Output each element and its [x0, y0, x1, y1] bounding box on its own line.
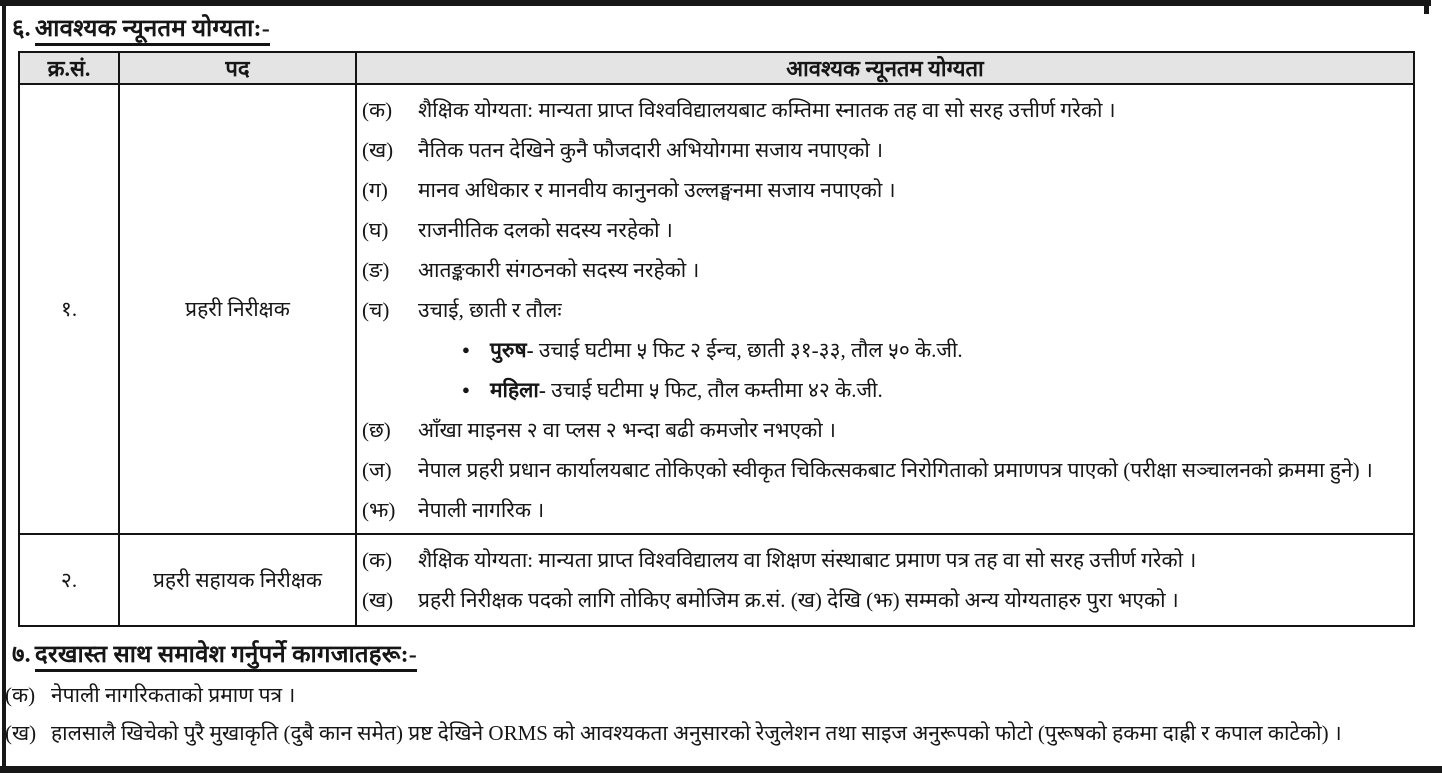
list-item: [362, 580, 1405, 620]
bottom-rule: [0, 766, 1442, 773]
section-6-title: आवश्यक न्यूनतम योग्यता:-: [35, 16, 270, 46]
row1-qualification-cell: [356, 84, 1414, 534]
section-7-number: ७.: [12, 642, 31, 668]
item-label: (क): [362, 98, 393, 122]
item-label: (ख): [5, 721, 37, 745]
header-qualification: आवश्यक न्यूनतम योग्यता: [356, 52, 1414, 84]
list-item: [362, 170, 1405, 210]
bullet-bold-label: पुरुष-: [490, 338, 534, 362]
bullet-text: [490, 370, 883, 410]
bullet-item-male: [362, 330, 1405, 370]
item-text: हालसालै खिचेको पुरै मुखाकृति (दुबै कान समेत) प्रष्ट देखिने ORMS को आवश्यकता अनुसारको रेजुलेशन तथा साइज अनुरूपको फोटो (पुरूषको हकमा दाह्री र कपाल काटेको) ।: [51, 721, 1342, 745]
item-text: नैतिक पतन देखिने कुनै फौजदारी अभियोगमा सजाय नपाएको ।: [418, 138, 884, 162]
bullet-detail: उचाई घटीमा ५ फिट २ ईन्च, छाती ३१-३३, तौल ५० के.जी.: [533, 338, 963, 362]
list-item: [362, 490, 1405, 530]
list-item: [362, 410, 1405, 450]
list-item: [362, 290, 1405, 330]
item-text: नेपाली नागरिकताको प्रमाण पत्र ।: [51, 683, 296, 707]
bullet-text: [490, 330, 963, 370]
item-text: प्रहरी निरीक्षक पदको लागि तोकिए बमोजिम क्र.सं. (ख) देखि (झ) सम्मको अन्य योग्यताहरु पुरा भएको ।: [418, 588, 1179, 612]
item-text: उचाई, छाती र तौलः: [418, 298, 562, 322]
top-rule: [0, 0, 1431, 6]
item-text: नेपाली नागरिक ।: [418, 498, 545, 522]
item-label: (झ): [362, 498, 396, 522]
qualification-table: [18, 51, 1415, 627]
row1-post-name: प्रहरी निरीक्षक: [119, 84, 356, 534]
document-content: [0, 8, 1442, 753]
header-post: पद: [119, 52, 356, 84]
list-item: [362, 540, 1405, 580]
item-label: (क): [5, 683, 36, 707]
section-6-heading: [12, 11, 1442, 44]
bullet-detail: उचाई घटीमा ५ फिट, तौल कम्तीमा ४२ के.जी.: [545, 378, 883, 402]
row2-serial-number: २.: [19, 534, 119, 626]
item-text: राजनीतिक दलको सदस्य नरहेको ।: [418, 218, 673, 242]
document-list-item: [5, 715, 1442, 751]
item-label: (ङ): [362, 258, 390, 282]
list-item: [362, 450, 1405, 490]
item-label: (च): [362, 298, 390, 322]
bullet-bold-label: महिला-: [490, 378, 546, 402]
list-item: [362, 210, 1405, 250]
row2-qualification-cell: [356, 534, 1414, 626]
list-item: [362, 130, 1405, 170]
item-label: (छ): [362, 418, 391, 442]
item-label: (ज): [362, 458, 392, 482]
section-7: [0, 637, 1442, 751]
item-text: शैक्षिक योग्यता: मान्यता प्राप्त विश्वविद्यालयबाट कम्तिमा स्नातक तह वा सो सरह उत्तीर्ण गरेको ।: [418, 98, 1116, 122]
list-item: [362, 90, 1405, 130]
table-row-assistant-inspector: [19, 534, 1414, 626]
item-text: आतङ्ककारी संगठनको सदस्य नरहेको ।: [418, 258, 700, 282]
document-list-item: [5, 677, 1442, 713]
item-text: मानव अधिकार र मानवीय कानुनको उल्लङ्घनमा सजाय नपाएको ।: [418, 178, 896, 202]
section-7-heading: [12, 637, 1442, 670]
header-serial-number: क्र.सं.: [19, 52, 119, 84]
item-label: (घ): [362, 218, 389, 242]
item-label: (क): [362, 548, 393, 572]
section-7-title: दरखास्त साथ समावेश गर्नुपर्ने कागजातहरू:-: [35, 642, 417, 672]
table-header-row: [19, 52, 1414, 84]
section-6-number: ६.: [12, 16, 31, 42]
item-label: (ख): [362, 138, 394, 162]
item-label: (ख): [362, 588, 394, 612]
item-text: आँखा माइनस २ वा प्लस २ भन्दा बढी कमजोर नभएको ।: [418, 418, 836, 442]
row2-post-name: प्रहरी सहायक निरीक्षक: [119, 534, 356, 626]
bullet-item-female: [362, 370, 1405, 410]
list-item: [362, 250, 1405, 290]
table-row-inspector: [19, 84, 1414, 534]
item-label: (ग): [362, 178, 388, 202]
item-text: नेपाल प्रहरी प्रधान कार्यालयबाट तोकिएको स्वीकृत चिकित्सकबाट निरोगिताको प्रमाणपत्र पाएको (परीक्षा सञ्चालनको क्रममा हुने) ।: [418, 458, 1373, 482]
item-text: शैक्षिक योग्यता: मान्यता प्राप्त विश्वविद्यालय वा शिक्षण संस्थाबाट प्रमाण पत्र तह वा सो सरह उत्तीर्ण गरेको ।: [418, 548, 1197, 572]
bullet-dot-icon: ●: [462, 382, 470, 397]
row1-serial-number: १.: [19, 84, 119, 534]
bullet-dot-icon: ●: [462, 342, 470, 357]
